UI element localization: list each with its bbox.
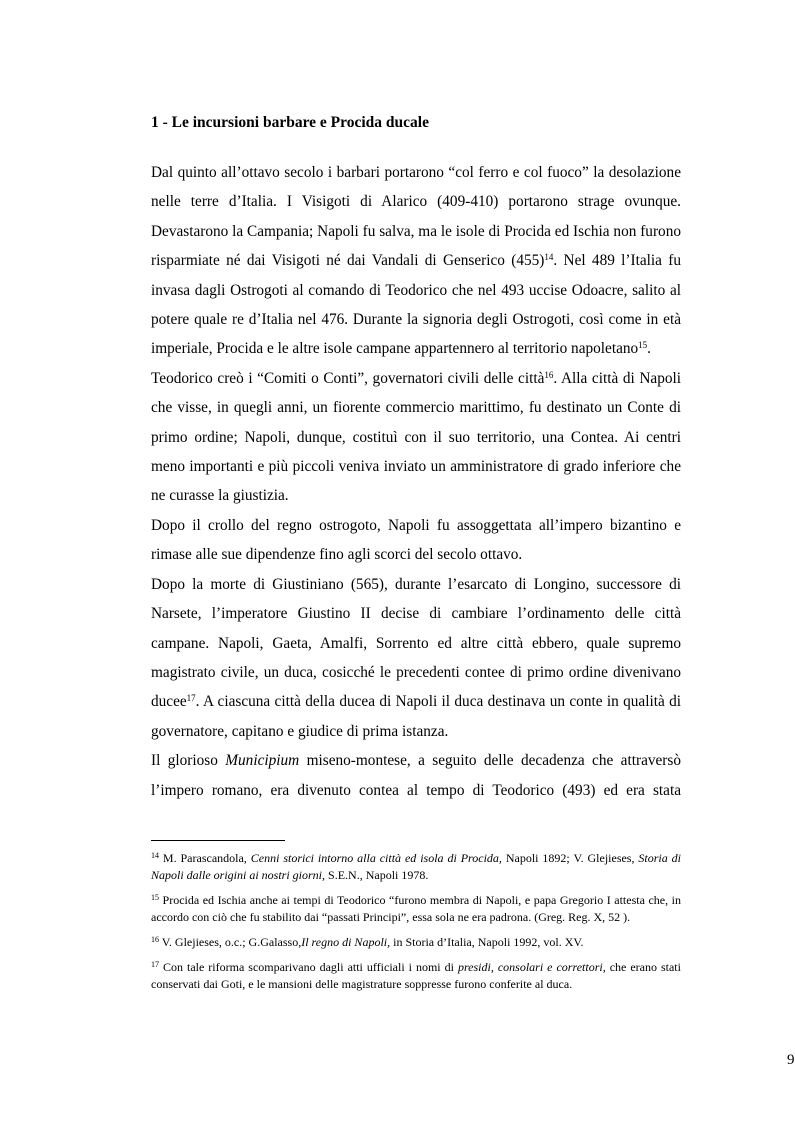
paragraph-2: Teodorico creò i “Comiti o Conti”, governatori civili delle città$^{16}$. Alla città di Napoli che visse, in quegli anni, un fiorente commercio marittimo, fu destinato un Conte di primo ordine; Napoli, dunque, costituì con il suo territorio, una Contea. Ai centri meno importanti e più piccoli veniva inviato un amministratore di grado inferiore che ne curasse la giustizia.	[151, 369, 681, 505]
section-heading: 1 - Le incursioni barbare e Procida ducale	[151, 114, 429, 131]
footnote-ref-17[interactable]: 17	[186, 693, 196, 704]
footnote-number: 14	[151, 851, 159, 860]
paragraph-5: Il glorioso Municipium miseno-montese, a seguito delle decadenza che attraversò l’impero romano, era divenuto contea al tempo di Teodorico (493) ed era stata	[151, 752, 681, 799]
footnote-15: $^{15}$ Procida ed Ischia anche ai tempi di Teodorico “furono membra di Napoli, e papa Gregorio I attesta che, in accordo con ciò che fu stabilito dai “passati Principi”, essa sola ne era padrona. (Greg. Reg. X, 52 ).	[151, 893, 681, 924]
footnote-separator	[151, 840, 285, 841]
paragraph-1: Dal quinto all’ottavo secolo i barbari portarono “col ferro e col fuoco” la desolazione nelle terre d’Italia. I Visigoti di Alarico (409-410) portarono strage ovunque. Devastarono la Campania; Napoli fu salva, ma le isole di Procida ed Ischia non furono risparmiate né dai Visigoti né dai Vandali di Genserico $(455)^{14}$. Nel 489 l’Italia fu invasa dagli Ostrogoti al comando di Teodorico che nel 493 uccise Odoacre, salito al potere quale re d’Italia nel 476. Durante la signoria degli Ostrogoti, così come in età imperiale, Procida e le altre isole campane appartennero al territorio napoletano$^{15}$.	[151, 164, 681, 358]
footnotes	[151, 850, 681, 1001]
footnote-number: 15	[151, 893, 159, 902]
paragraph-3: Dopo il crollo del regno ostrogoto, Napoli fu assoggettata all’impero bizantino e rimase alle sue dipendenze fino agli scorci del secolo ottavo.	[151, 516, 681, 564]
page-number: 9	[787, 1052, 795, 1068]
italic-term: Municipium	[225, 752, 300, 770]
body-text	[151, 158, 681, 805]
footnote-16: $^{16}$ V. Glejieses, o.c.; G.Galasso,Il regno di Napoli, in Storia d’Italia, Napoli 1992, vol. XV.	[151, 935, 584, 949]
footnote-17: $^{17}$ Con tale riforma scomparivano dagli atti ufficiali i nomi di presidi, consolari e correttori, che erano stati conservati dai Goti, e le mansioni delle magistrature soppresse furono conferite al duca.	[151, 960, 681, 991]
paragraph-4: Dopo la morte di Giustiniano (565), durante l’esarcato di Longino, successore di Narsete, l’imperatore Giustino II decise di cambiare l’ordinamento delle città campane. Napoli, Gaeta, Amalfi, Sorrento ed altre città ebbero, quale supremo magistrato civile, un duca, cosicché le precedenti contee di primo ordine divenivano ducee$^{17}$. A ciascuna città della ducea di Napoli il duca destinava un conte in qualità di governatore, capitano e giudice di prima istanza.	[151, 575, 681, 740]
footnote-14: $^{14}$ M. Parascandola, Cenni storici intorno alla città ed isola di Procida, Napoli 1892; V. Glejieses, Storia di Napoli dalle origini ai nostri giorni, S.E.N., Napoli 1978.	[151, 851, 681, 882]
footnote-ref-16[interactable]: 16	[544, 369, 554, 380]
footnote-number: 16	[151, 935, 159, 944]
footnote-ref-14[interactable]: 14	[544, 252, 554, 263]
footnote-ref-15[interactable]: 15	[638, 340, 648, 351]
footnote-number: 17	[151, 960, 159, 969]
